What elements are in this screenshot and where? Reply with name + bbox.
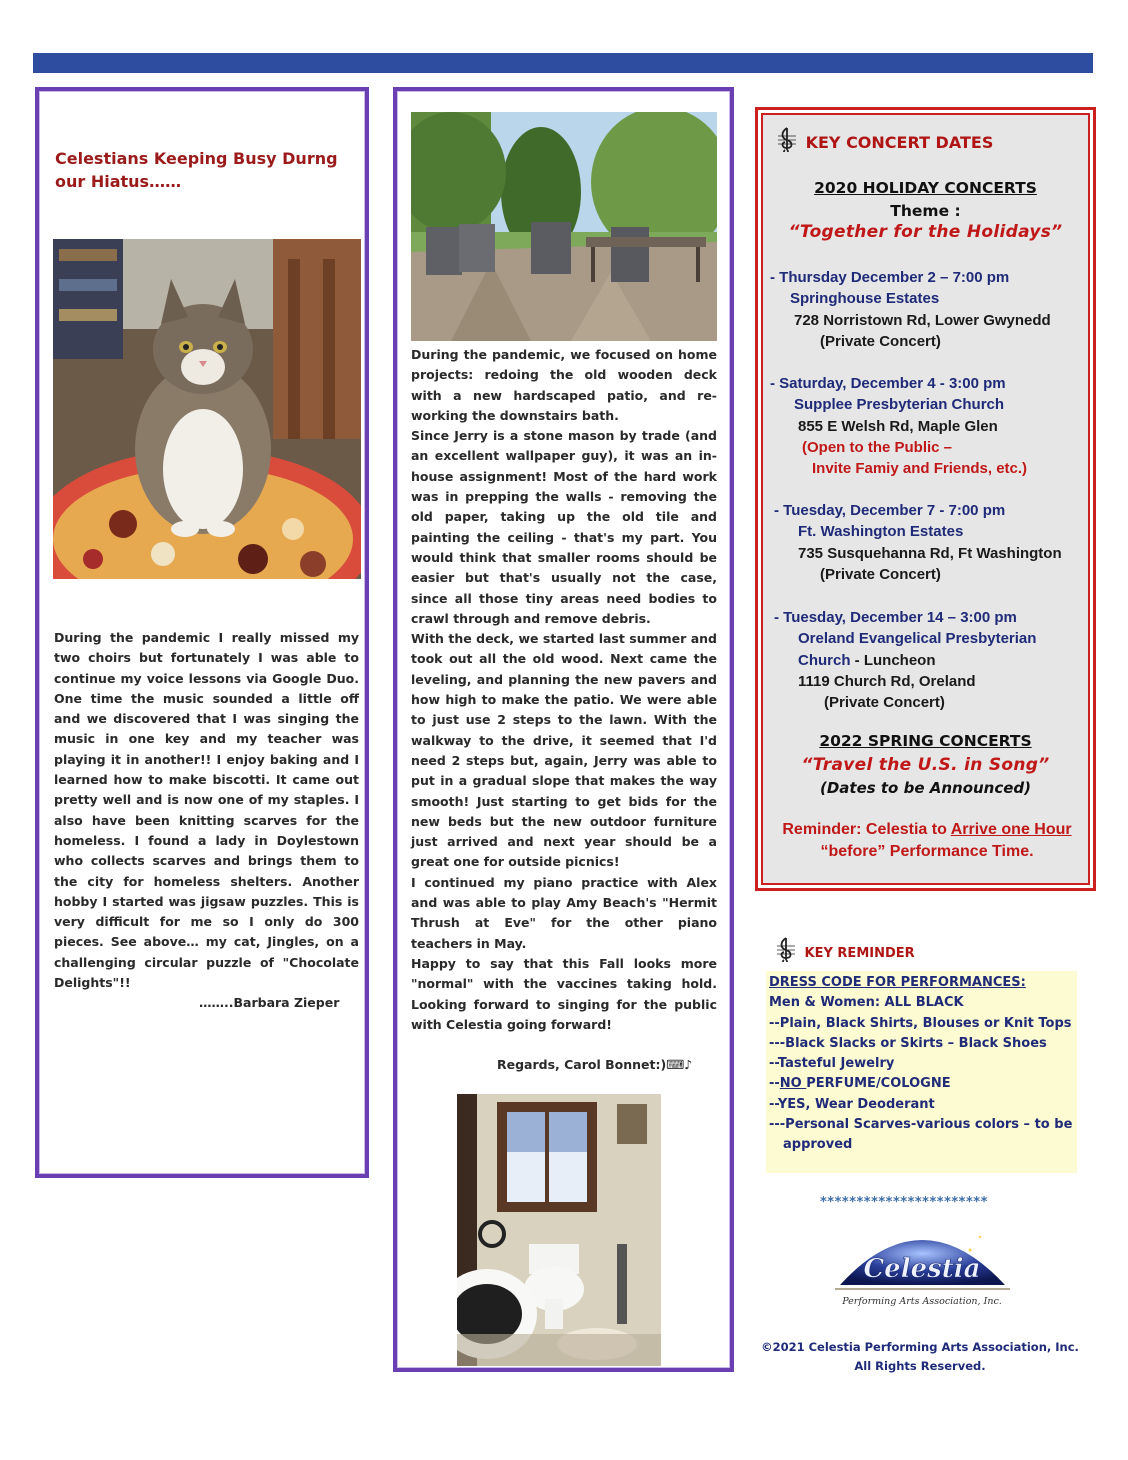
bathroom-photo (457, 1094, 661, 1366)
article-body (411, 345, 717, 1035)
event-note: (Private Concert) (820, 332, 941, 350)
concert-heading (776, 126, 993, 152)
dress-line: --Tasteful Jewelry (769, 1056, 895, 1072)
event-venue-church: Church (798, 651, 851, 669)
article-title: Celestians Keeping Busy Durng our Hiatus…… (55, 149, 338, 191)
dress-line: Men & Women: ALL BLACK (769, 995, 964, 1011)
event-date: - Saturday, December 4 - 3:00 pm (770, 375, 1006, 392)
cat-photo (53, 239, 361, 579)
dress-line-cont: approved (783, 1137, 853, 1153)
header-bar (33, 53, 1093, 73)
event-date: - Thursday December 2 – 7:00 pm (770, 269, 1010, 286)
patio-photo (411, 112, 717, 341)
event-address: 1119 Church Rd, Oreland (798, 672, 976, 690)
holiday-theme: “Together for the Holidays” (788, 222, 1063, 242)
event-4 (770, 607, 1090, 713)
star-divider: *********************** (820, 1195, 988, 1210)
article-signature: ……..Barbara Zieper (199, 995, 340, 1010)
article-signature: Regards, Carol Bonnet:)⌨♪ (497, 1057, 693, 1072)
key-reminder-text: KEY REMINDER (804, 946, 915, 961)
event-note-cont: Invite Famiy and Friends, etc.) (812, 460, 1028, 478)
event-venue: Oreland Evangelical Presbyterian (798, 630, 1037, 648)
no-prefix: -- (769, 1076, 780, 1092)
dress-line: ---Personal Scarves-various colors – to be (769, 1117, 1073, 1133)
event-note: (Open to the Public – (802, 438, 953, 456)
event-date: - Tuesday, December 7 - 7:00 pm (774, 502, 1006, 519)
dress-code-box (766, 971, 1077, 1173)
dress-line: --Plain, Black Shirts, Blouses or Knit Tops (769, 1015, 1072, 1031)
event-address: 855 E Welsh Rd, Maple Glen (798, 417, 998, 435)
paragraph: During the pandemic, we focused on home projects: redoing the old wooden deck with a new hardscaped patio, and re-working the downstairs bath. (411, 347, 717, 423)
event-venue: Supplee Presbyterian Church (794, 396, 1005, 414)
reminder-suffix: “before” Performance Time. (820, 843, 1034, 860)
event-3 (770, 500, 1090, 585)
paragraph: I continued my piano practice with Alex and was able to play Amy Beach's "Hermit Thrush at Eve" for the other piano teachers in May. (411, 874, 717, 951)
paragraph: With the deck, we started last summer and took out all the old wood. Next came the leveling, and planning the new pavers and how high to make the patio. We were able to just use 2 steps to the lawn. With the walkway to the drive, it seemed that I'd need 2 steps but, again, Jerry was able to put in a gradual slope that makes the way smooth! Just starting to get bids for the new beds but the new outdoor furniture just arrived and next year should be a great one for outside picnics! (411, 631, 717, 870)
key-reminder-heading (775, 936, 915, 962)
dress-code-title: DRESS CODE FOR PERFORMANCES: (769, 975, 1026, 990)
event-1 (770, 267, 1090, 352)
event-2 (770, 373, 1090, 479)
concert-heading-text: KEY CONCERT DATES (805, 133, 994, 152)
copyright-line: ©2021 Celestia Performing Arts Association, Inc. (761, 1340, 1079, 1354)
arrival-reminder (772, 819, 1082, 863)
dress-line: --YES, Wear Deoderant (769, 1096, 935, 1112)
paragraph: Happy to say that this Fall looks more "normal" with the vaccines taking hold. Looking forward to singing for the public with Celestia going forward! (411, 955, 717, 1032)
theme-label: Theme : (890, 202, 961, 220)
dress-line-no-perfume (769, 1074, 1077, 1094)
event-address: 728 Norristown Rd, Lower Gwynedd (794, 311, 1051, 329)
spring-title: 2022 SPRING CONCERTS (819, 732, 1032, 750)
spring-theme: “Travel the U.S. in Song” (801, 755, 1050, 775)
barbara-article (35, 87, 369, 1178)
holiday-title: 2020 HOLIDAY CONCERTS (814, 179, 1037, 197)
key-concert-dates-box (755, 107, 1096, 891)
no-rest: PERFUME/COLOGNE (806, 1076, 951, 1092)
article-body: During the pandemic I really missed my two choirs but fortunately I was able to continue my voice lessons via Google Duo. One time the music sounded a little off and we discovered that I was singing the music in one key and my teacher was playing it in another!! I enjoy baking and I learned how to make biscotti. It came out pretty well and is now one of my staples. I also have been knitting scarves for the homeless. I found a lady in Doylestown who collects scarves and brings them to the city for homeless shelters. Another hobby I started was jigsaw puzzles. This is very difficult for me so I only do 300 pieces. See above… my cat, Jingles, on a challenging circular puzzle of "Chocolate Delights"!! (54, 630, 359, 991)
event-venue: Springhouse Estates (790, 290, 940, 308)
event-venue-cont (798, 650, 1090, 671)
logo-text: Celestia (863, 1254, 981, 1284)
event-address: 735 Susquehanna Rd, Ft Washington (798, 544, 1062, 562)
copyright (755, 1338, 1085, 1376)
reminder-link: Arrive one Hour (950, 821, 1072, 838)
event-note: (Private Concert) (824, 694, 945, 712)
paragraph: Since Jerry is a stone mason by trade (and an excellent wallpaper guy), it was an in-house assignment! Most of the hard work was in prepping the walls - removing the old paper, taking up the old tile and painting the ceiling - that's my part. You would think that smaller rooms should be easier but that's usually not the case, since all those tiny areas need bodies to crawl through and remove debris. (411, 428, 717, 626)
reminder-prefix: Reminder: Celestia to (782, 821, 951, 838)
event-note: (Private Concert) (820, 565, 941, 583)
dress-line: ---Black Slacks or Skirts – Black Shoes (769, 1035, 1047, 1051)
rights-line: All Rights Reserved. (854, 1359, 986, 1373)
event-luncheon: - Luncheon (850, 651, 936, 669)
spring-note: (Dates to be Announced) (819, 779, 1032, 797)
celestia-logo (830, 1215, 1015, 1315)
logo-subtext: Performing Arts Association, Inc. (842, 1296, 1002, 1307)
event-date: - Tuesday, December 14 – 3:00 pm (774, 609, 1017, 626)
treble-clef-icon (775, 936, 797, 962)
carol-article (393, 87, 734, 1372)
event-venue: Ft. Washington Estates (798, 523, 964, 541)
treble-clef-icon (776, 126, 798, 152)
no-word: NO (779, 1076, 807, 1092)
